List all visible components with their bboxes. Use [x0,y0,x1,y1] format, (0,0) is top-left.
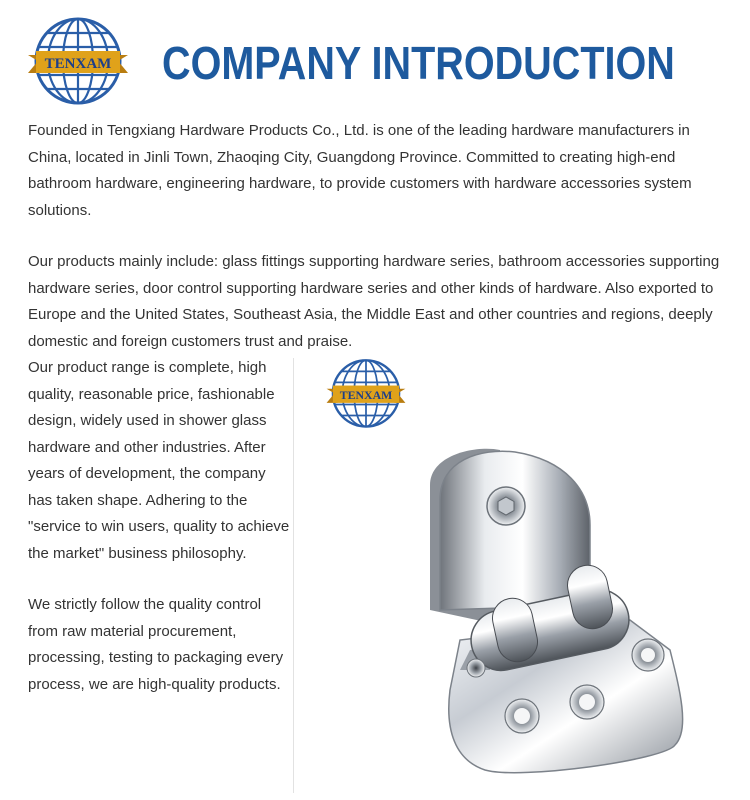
page-header [0,0,750,110]
tenxam-globe-logo-small [325,357,407,433]
tenxam-globe-logo [26,15,130,111]
logo-text: TENXAM [44,56,112,72]
intro-paragraph: Founded in Tengxiang Hardware Products Co., Ltd. is one of the leading hardware manufacturers in China, located in Jinli Town, Zhaoqing City, Guangdong Province. Committed to creating high-end bathroom hardware, engineering hardware, to provide customers with hardware accessories system solutions. [28,122,692,219]
products-paragraph: Our products mainly include: glass fittings supporting hardware series, bathroom accessories supporting hardware series, door control supporting hardware series and other kinds of hardware. Also exported to Europe and the United States, Southeast Asia, the Middle East and other countries and regions, deeply domestic and foreign customers trust and praise. [28,253,720,350]
quality-paragraph: We strictly follow the quality control from raw material procurement, processing, testing to packaging every process, we are high-quality products. [28,596,284,693]
glass-hinge-product-image [400,440,730,785]
page-title: COMPANY INTRODUCTION [162,37,675,89]
column-divider [293,358,294,793]
range-paragraph: Our product range is complete, high quality, reasonable price, fashionable design, widely used in shower glass hardware and other industries. After years of development, the company has taken shape. Adhering to the "service to win users, quality to achieve the market" business philosophy. [28,359,290,562]
logo-text-small: TENXAM [339,387,393,402]
